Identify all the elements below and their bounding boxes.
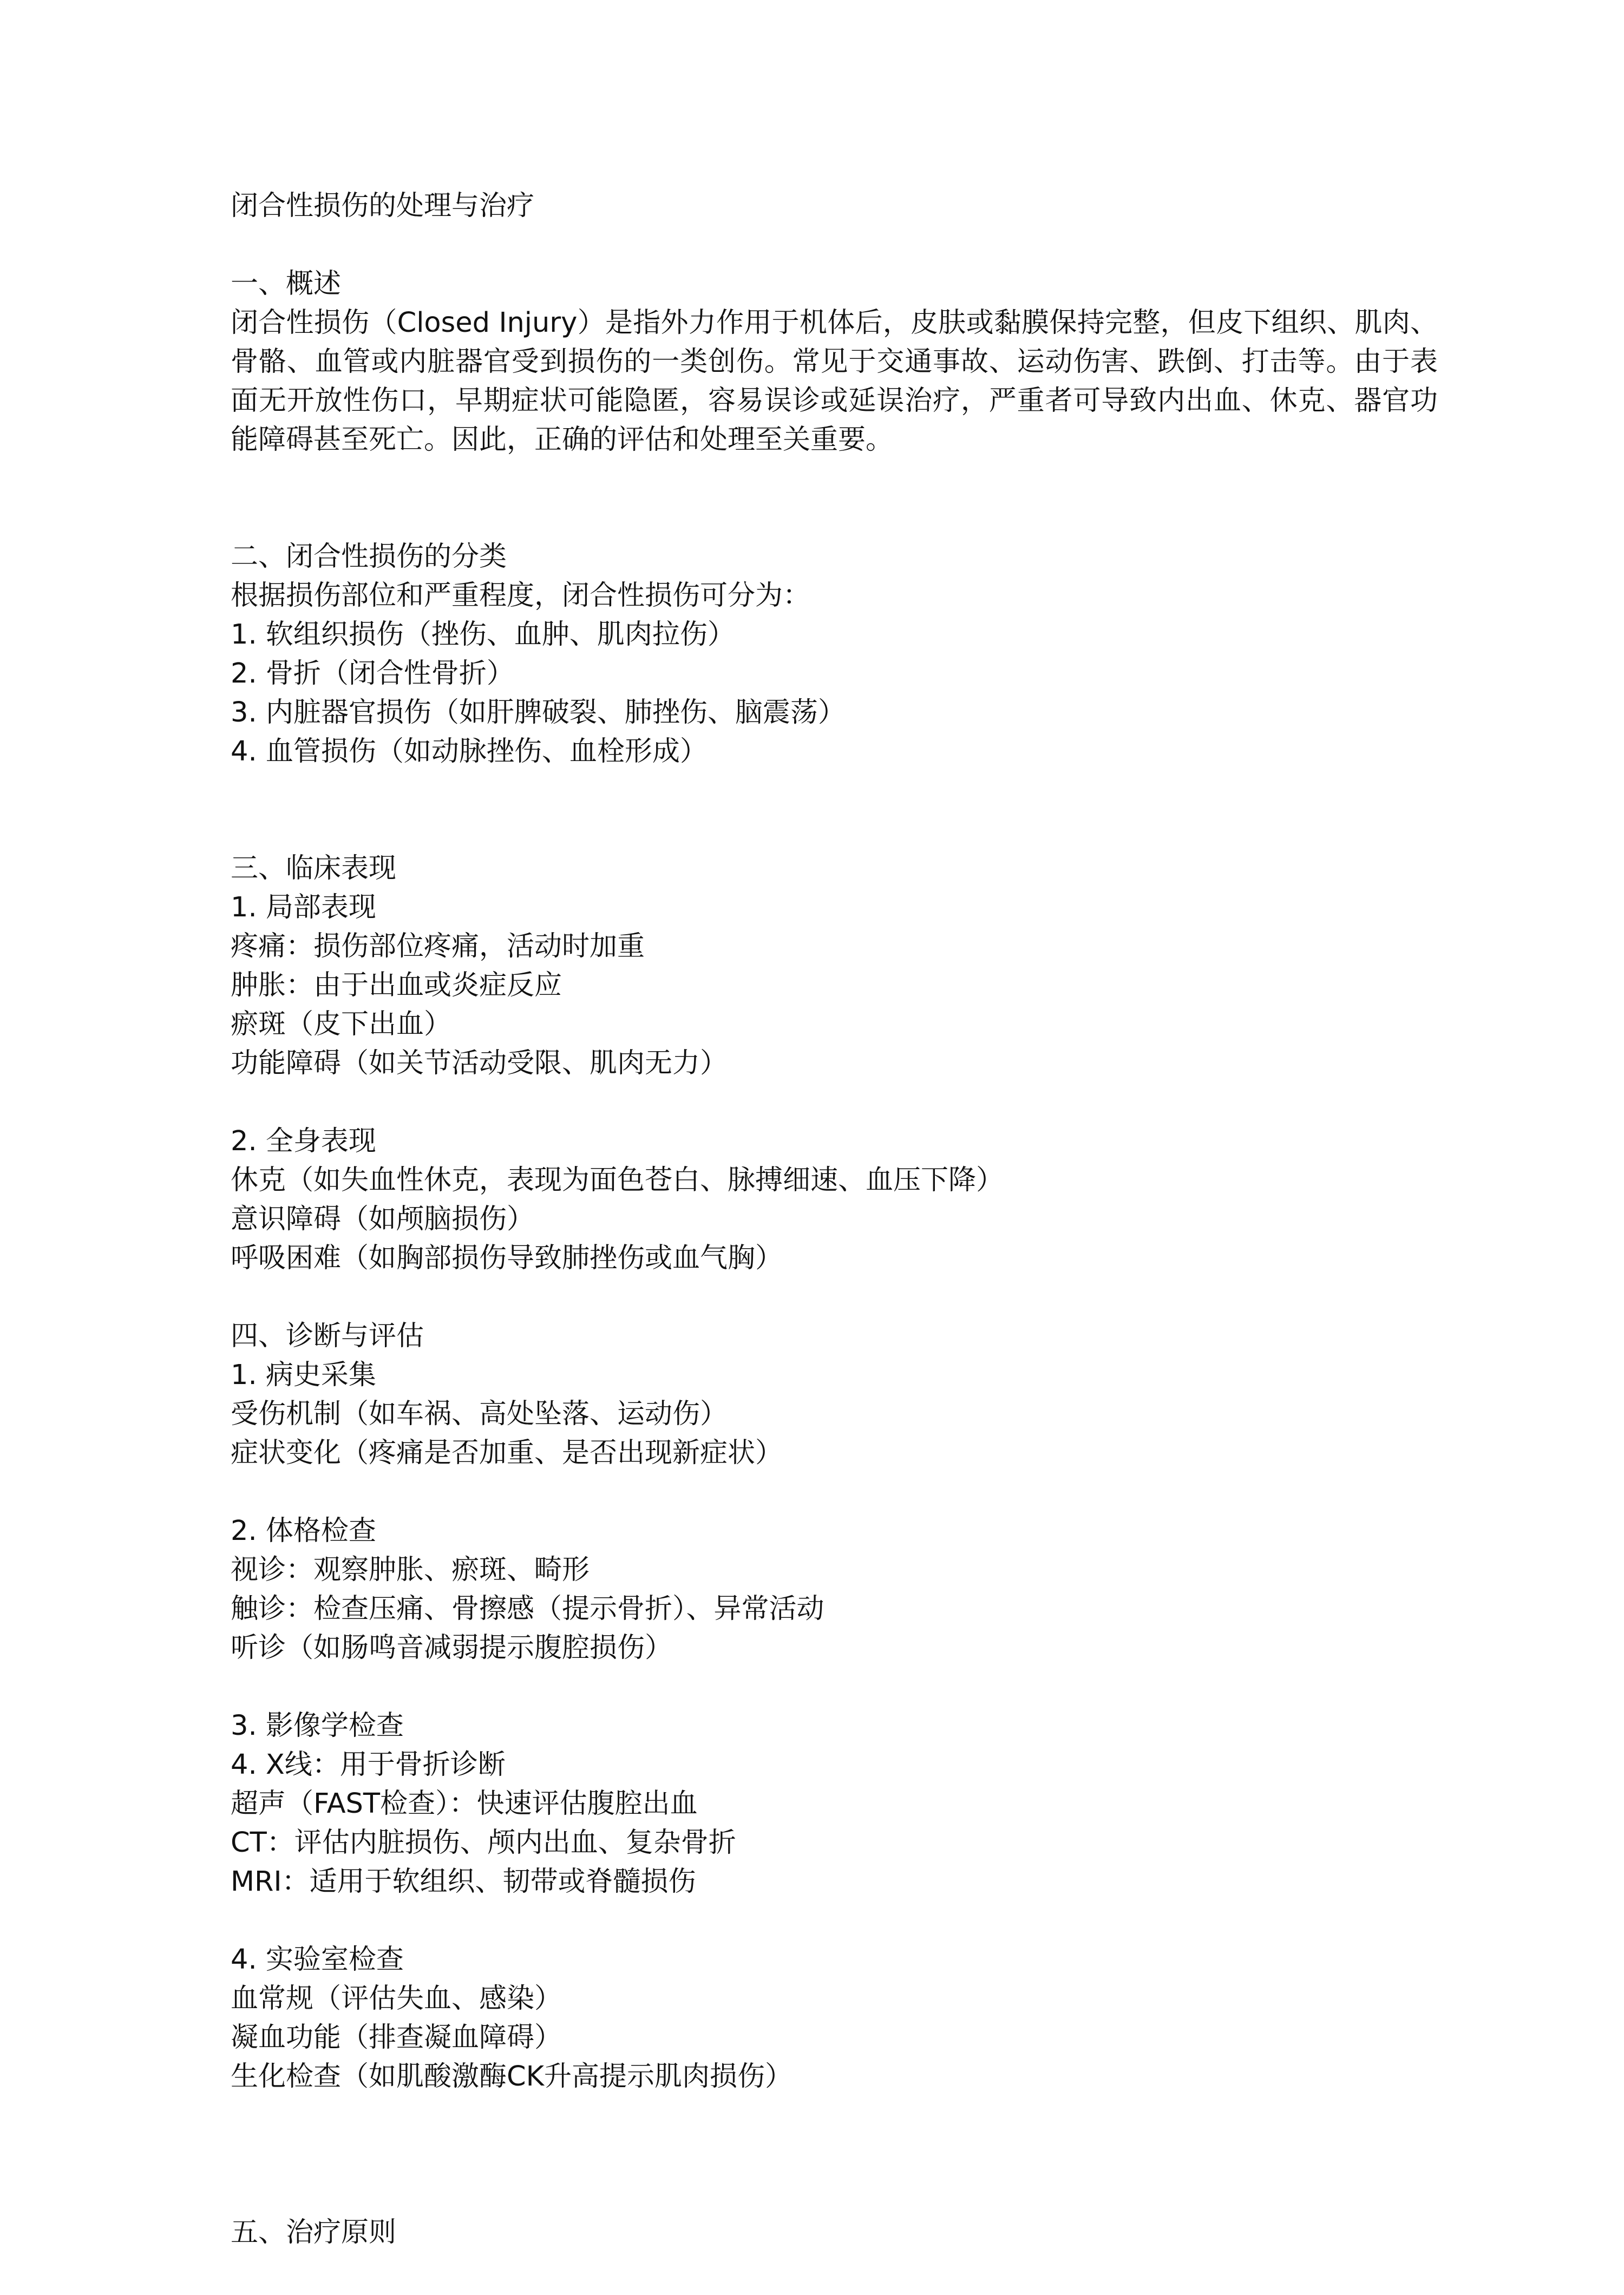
subheading-physical: 2. 体格检查 <box>231 1515 376 1547</box>
list-item: 休克（如失血性休克，表现为面色苍白、脉搏细速、血压下降） <box>231 1164 1004 1196</box>
section-heading-diagnosis: 四、诊断与评估 <box>231 1320 424 1352</box>
list-item: 功能障碍（如关节活动受限、肌肉无力） <box>231 1047 728 1079</box>
list-item: 超声（FAST检查）：快速评估腹腔出血 <box>231 1788 698 1820</box>
list-item: 症状变化（疼痛是否加重、是否出现新症状） <box>231 1437 783 1469</box>
list-item: 3. 内脏器官损伤（如肝脾破裂、肺挫伤、脑震荡） <box>231 697 846 729</box>
classification-intro: 根据损伤部位和严重程度，闭合性损伤可分为： <box>231 580 811 612</box>
list-item: 视诊：观察肿胀、瘀斑、畸形 <box>231 1554 590 1586</box>
list-item: 肿胀：由于出血或炎症反应 <box>231 969 562 1001</box>
list-item: MRI：适用于软组织、韧带或脊髓损伤 <box>231 1866 696 1898</box>
subheading-imaging: 3. 影像学检查 <box>231 1710 404 1742</box>
section-heading-classification: 二、闭合性损伤的分类 <box>231 541 507 573</box>
list-item: 瘀斑（皮下出血） <box>231 1008 452 1040</box>
list-item: 受伤机制（如车祸、高处坠落、运动伤） <box>231 1398 728 1430</box>
subheading-lab: 4. 实验室检查 <box>231 1944 404 1976</box>
list-item: 血常规（评估失血、感染） <box>231 1983 562 2015</box>
list-item: 呼吸困难（如胸部损伤导致肺挫伤或血气胸） <box>231 1242 783 1274</box>
subheading-history: 1. 病史采集 <box>231 1359 376 1391</box>
list-item: 凝血功能（排查凝血障碍） <box>231 2022 562 2054</box>
list-item: CT：评估内脏损伤、颅内出血、复杂骨折 <box>231 1827 736 1859</box>
section-heading-overview: 一、概述 <box>231 268 342 300</box>
overview-paragraph: 闭合性损伤（Closed Injury）是指外力作用于机体后，皮肤或黏膜保持完整，但皮下组织、肌肉、骨骼、血管或内脏器官受到损伤的一类创伤。常见于交通事故、运动伤害、跌倒、打击等。由于表面无开放性伤口，早期症状可能隐匿，容易误诊或延误治疗，严重者可导致内出血、休克、器官功能障碍甚至死亡。因此，正确的评估和处理至关重要。 <box>231 307 1438 456</box>
list-item: 意识障碍（如颅脑损伤） <box>231 1203 535 1235</box>
list-item: 2. 骨折（闭合性骨折） <box>231 658 514 690</box>
list-item: 4. X线：用于骨折诊断 <box>231 1749 506 1781</box>
list-item: 生化检查（如肌酸激酶CK升高提示肌肉损伤） <box>231 2061 793 2093</box>
list-item: 4. 血管损伤（如动脉挫伤、血栓形成） <box>231 736 708 768</box>
subheading-systemic: 2. 全身表现 <box>231 1125 376 1157</box>
document-title: 闭合性损伤的处理与治疗 <box>231 190 535 222</box>
list-item: 触诊：检查压痛、骨擦感（提示骨折）、异常活动 <box>231 1593 824 1625</box>
list-item: 听诊（如肠鸣音减弱提示腹腔损伤） <box>231 1632 673 1664</box>
section-heading-treatment: 五、治疗原则 <box>231 2217 397 2248</box>
document-body <box>231 187 1438 2252</box>
section-heading-clinical: 三、临床表现 <box>231 853 397 884</box>
subheading-local: 1. 局部表现 <box>231 891 376 923</box>
list-item: 1. 软组织损伤（挫伤、血肿、肌肉拉伤） <box>231 619 735 651</box>
list-item: 疼痛：损伤部位疼痛，活动时加重 <box>231 930 645 962</box>
